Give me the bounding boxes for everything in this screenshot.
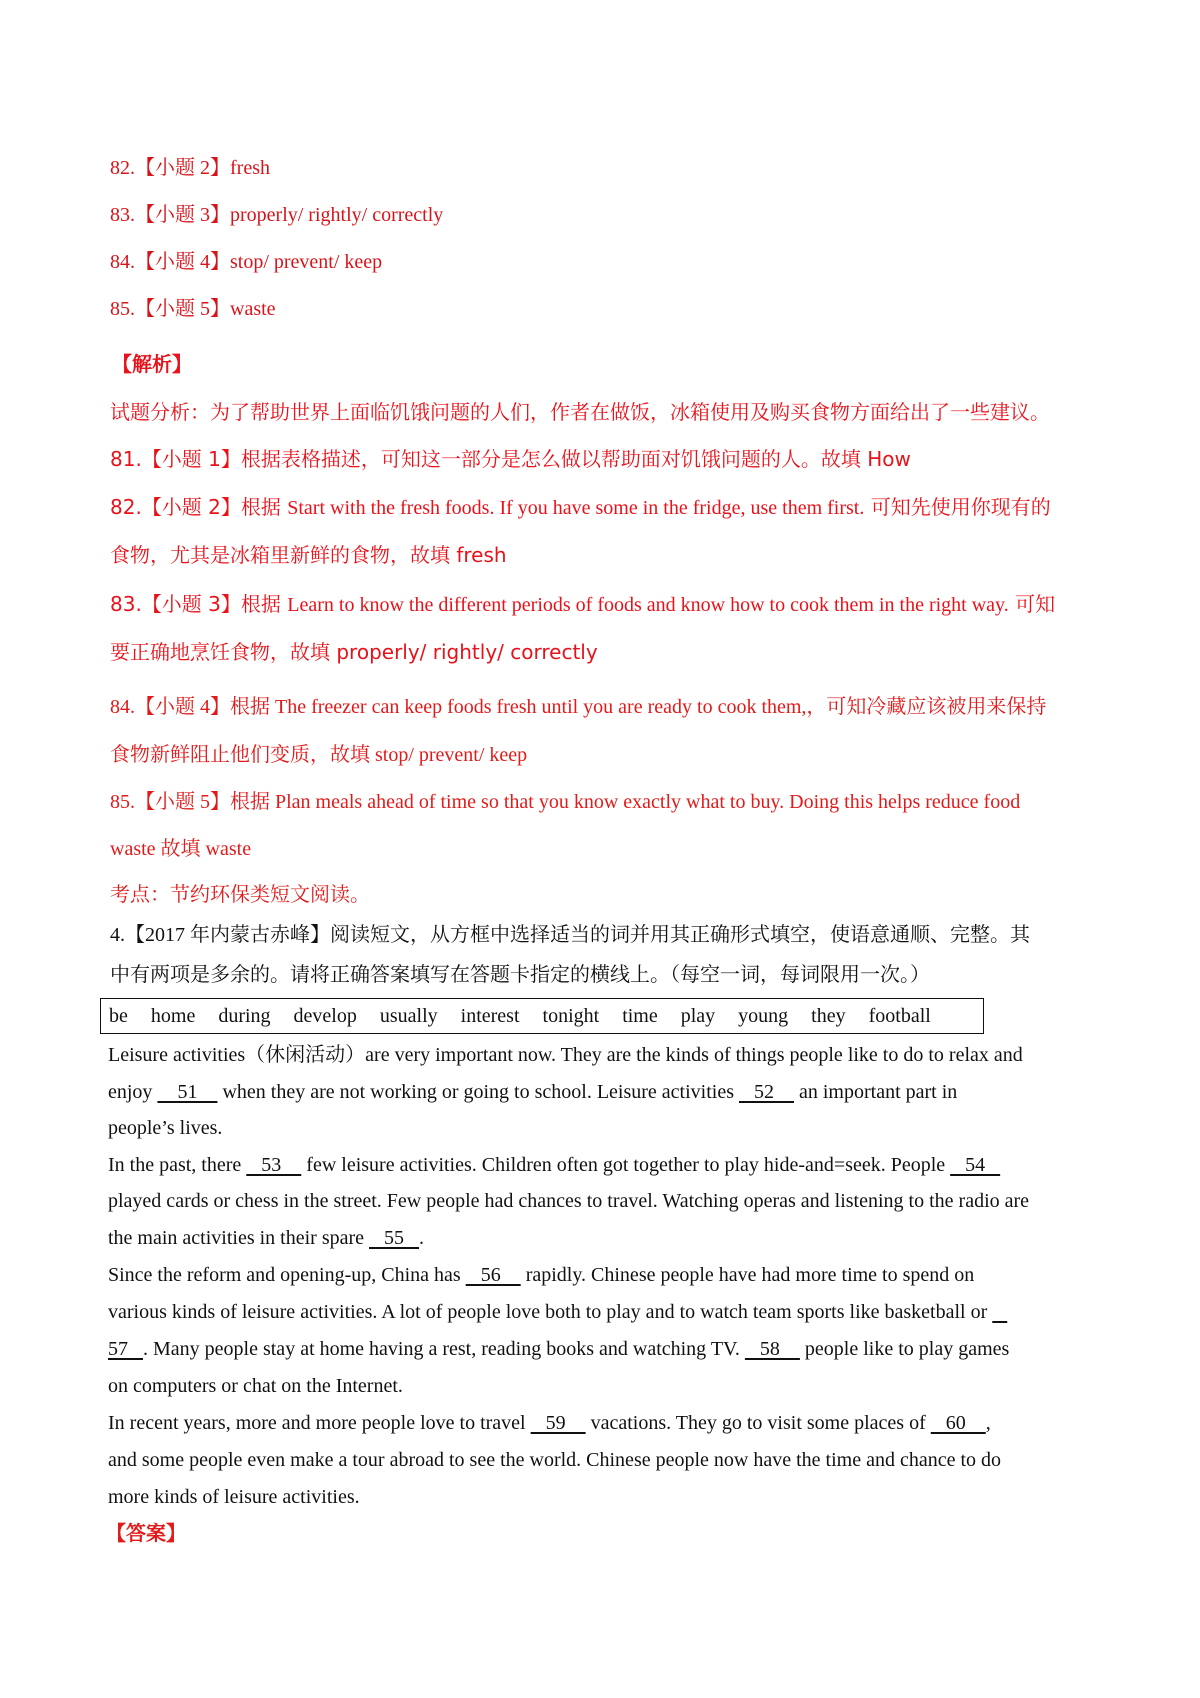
- word-bank-item: they: [811, 1004, 846, 1027]
- word-bank-item: tonight: [542, 1004, 600, 1027]
- analysis-q83-line2: 要正确地烹饪食物，故填 properly/ rightly/ correctly: [110, 640, 598, 664]
- answer-num: 85.: [110, 298, 135, 320]
- blank-53: 53: [246, 1154, 302, 1176]
- answer-84: [110, 250, 382, 274]
- answer-83: [110, 203, 443, 227]
- analysis-quote: Learn to know the different periods of foods and know how to cook them in the right way.: [287, 594, 1009, 616]
- blank-59: 59: [530, 1412, 586, 1434]
- analysis-q82-line2: 食物，尤其是冰箱里新鲜的食物，故填 fresh: [110, 543, 507, 567]
- passage-text: when they are not working or going to school. Leisure activities: [217, 1081, 739, 1103]
- answer-label: 【小题 3】: [135, 204, 230, 226]
- blank-52: 52: [738, 1081, 794, 1103]
- analysis-q84-line1: 84.【小题 4】根据 The freezer can keep foods fresh until you are ready to cook them,，可知冷藏应该被用来保持: [110, 696, 1047, 718]
- kaodian: 考点：节约环保类短文阅读。: [110, 884, 370, 906]
- word-bank-item: be: [109, 1004, 128, 1027]
- answer-heading: 【答案】: [106, 1523, 186, 1545]
- blank-56: 56: [465, 1264, 521, 1286]
- answer-label: 【小题 2】: [135, 157, 230, 179]
- answer-num: 82.: [110, 157, 135, 179]
- analysis-text: 83.【小题 3】根据: [110, 592, 288, 616]
- analysis-text: 可知: [1008, 592, 1056, 616]
- word-bank-item: interest: [460, 1004, 520, 1027]
- passage-text: . Many people stay at home having a rest, reading books and watching TV.: [143, 1338, 745, 1360]
- word-bank-box: [100, 998, 984, 1034]
- passage-line: [108, 1153, 1108, 1177]
- answer-text: stop/ prevent/ keep: [230, 251, 383, 273]
- word-bank-item: young: [738, 1004, 789, 1027]
- passage-text: people like to play games: [799, 1338, 1010, 1360]
- answer-num: 84.: [110, 251, 135, 273]
- answer-82: [110, 156, 270, 180]
- analysis-intro: 试题分析：为了帮助世界上面临饥饿问题的人们，作者在做饭，冰箱使用及购买食物方面给出了一些建议。: [110, 400, 1050, 424]
- passage-line: [108, 1337, 1108, 1361]
- analysis-q81: 81.【小题 1】根据表格描述，可知这一部分是怎么做以帮助面对饥饿问题的人。故填 How: [110, 447, 911, 471]
- answer-85: [110, 297, 276, 321]
- blank-58: 58: [744, 1338, 800, 1360]
- answer-num: 83.: [110, 204, 135, 226]
- answer-text: properly/ rightly/ correctly: [230, 204, 444, 226]
- answer-label: 【小题 4】: [135, 251, 230, 273]
- passage-text: enjoy: [108, 1081, 158, 1103]
- blank-51: 51: [157, 1081, 218, 1103]
- word-bank-item: home: [150, 1004, 196, 1027]
- analysis-q83-line1: [110, 592, 1110, 617]
- passage-text: Since the reform and opening-up, China has: [108, 1264, 466, 1286]
- passage-line: people’s lives.: [108, 1117, 223, 1139]
- passage-text: the main activities in their spare: [108, 1227, 370, 1249]
- passage-text: few leisure activities. Children often got together to play hide-and=seek. People: [301, 1154, 951, 1176]
- word-bank-item: time: [622, 1004, 658, 1027]
- passage-line: Leisure activities（休闲活动）are very important now. They are the kinds of things people like to do to relax and: [108, 1044, 1023, 1066]
- passage-text: .: [419, 1227, 425, 1249]
- passage-line: and some people even make a tour abroad to see the world. Chinese people now have the time and chance to do: [108, 1449, 1002, 1471]
- word-bank-item: during: [218, 1004, 271, 1027]
- passage-line: [108, 1411, 1108, 1435]
- blank-57-start: [992, 1300, 1007, 1324]
- answer-label: 【小题 5】: [135, 298, 230, 320]
- passage-text: In recent years, more and more people love to travel: [108, 1412, 531, 1434]
- analysis-q85-line1: 85.【小题 5】根据 Plan meals ahead of time so that you know exactly what to buy. Doing this helps reduce food: [110, 791, 1021, 813]
- word-bank-item: develop: [293, 1004, 357, 1027]
- passage-line: [108, 1263, 1108, 1287]
- analysis-q85-line2: waste 故填 waste: [110, 838, 252, 860]
- analysis-quote: Start with the fresh foods. If you have some in the fridge, use them first.: [287, 497, 865, 519]
- blank-60: 60: [930, 1412, 986, 1434]
- passage-line: played cards or chess in the street. Few people had chances to travel. Watching operas and listening to the radio are: [108, 1190, 1030, 1212]
- answer-text: waste: [230, 298, 276, 320]
- blank-54: 54: [950, 1154, 1001, 1176]
- word-bank-item: usually: [379, 1004, 438, 1027]
- passage-line: [108, 1300, 1108, 1324]
- word-bank-item: football: [868, 1004, 931, 1027]
- analysis-q82-line1: [110, 495, 1110, 520]
- analysis-q84-line2: 食物新鲜阻止他们变质，故填 stop/ prevent/ keep: [110, 744, 528, 766]
- word-bank-item: play: [680, 1004, 716, 1027]
- passage-line: on computers or chat on the Internet.: [108, 1375, 403, 1397]
- blank-55: 55: [369, 1227, 420, 1249]
- passage-text: vacations. They go to visit some places of: [585, 1412, 931, 1434]
- passage-line: more kinds of leisure activities.: [108, 1486, 360, 1508]
- answer-text: fresh: [230, 157, 270, 179]
- passage-text: rapidly. Chinese people have had more time to spend on: [520, 1264, 975, 1286]
- passage-text: In the past, there: [108, 1154, 247, 1176]
- question4-instruction-2: 中有两项是多余的。请将正确答案填写在答题卡指定的横线上。（每空一词，每词限用一次。）: [110, 964, 930, 986]
- passage-text: ,: [985, 1412, 991, 1434]
- analysis-text: 可知先使用你现有的: [864, 495, 1051, 519]
- passage-text: various kinds of leisure activities. A lot of people love both to play and to watch team sports like basketball or: [108, 1301, 993, 1323]
- passage-line: [108, 1226, 1108, 1250]
- analysis-text: 82.【小题 2】根据: [110, 495, 288, 519]
- blank-57: 57: [108, 1338, 143, 1360]
- passage-text: an important part in: [793, 1081, 958, 1103]
- analysis-heading: 【解析】: [112, 352, 192, 376]
- passage-line: [108, 1080, 1108, 1104]
- question4-instruction-1: 4.【2017 年内蒙古赤峰】阅读短文，从方框中选择适当的词并用其正确形式填空，使语意通顺、完整。其: [110, 924, 1030, 946]
